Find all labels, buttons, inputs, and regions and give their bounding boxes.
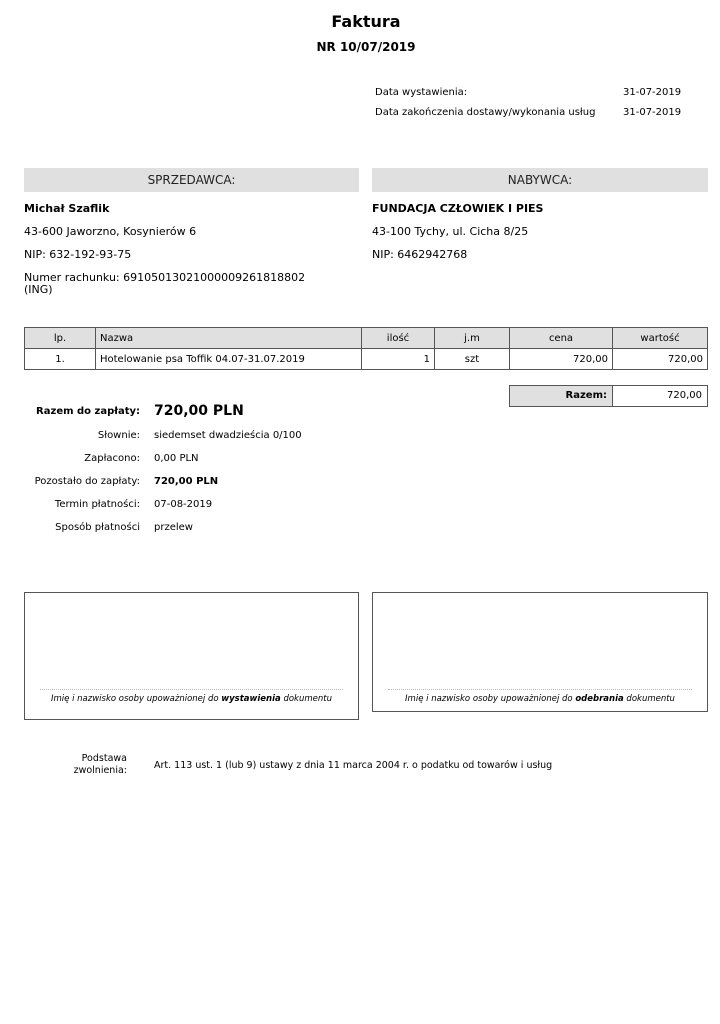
items-table-header-row — [25, 328, 708, 349]
items-table — [24, 327, 708, 370]
seller-header: SPRZEDAWCA: — [24, 168, 359, 192]
receiver-signature-line — [388, 689, 692, 690]
cell-qty: 1 — [362, 349, 435, 370]
cell-value: 720,00 — [613, 349, 708, 370]
total-label: Razem: — [510, 386, 613, 406]
cell-name: Hotelowanie psa Toffik 04.07-31.07.2019 — [96, 349, 362, 370]
invoice-title: Faktura — [331, 12, 401, 31]
due-date-value: 07-08-2019 — [154, 499, 213, 510]
to-pay-label: Razem do zapłaty: — [36, 406, 140, 417]
exemption-label: Podstawa zwolnienia: — [73, 753, 127, 776]
words-value: siedemset dwadzieścia 0/100 — [154, 430, 302, 441]
seller-nip: NIP: 632-192-93-75 — [24, 248, 132, 261]
issuer-signature-box — [24, 592, 359, 720]
buyer-name: FUNDACJA CZŁOWIEK I PIES — [372, 202, 544, 215]
column-header-qty: ilość — [362, 328, 435, 349]
issuer-signature-caption: Imię i nazwisko osoby upoważnionej do wystawienia dokumentu — [51, 694, 332, 704]
remaining-value: 720,00 PLN — [154, 476, 219, 487]
delivery-date-label: Data zakończenia dostawy/wykonania usług — [375, 107, 596, 118]
seller-name: Michał Szaflik — [24, 202, 110, 215]
receiver-signature-box — [372, 592, 708, 712]
payment-method-label: Sposób płatności — [55, 522, 140, 533]
table-row — [25, 349, 708, 370]
issuer-signature-line — [40, 689, 343, 690]
delivery-date-row — [375, 107, 695, 127]
payment-method-value: przelew — [154, 522, 193, 533]
paid-label: Zapłacono: — [84, 453, 140, 464]
buyer-nip: NIP: 6462942768 — [372, 248, 468, 261]
seller-address: 43-600 Jaworzno, Kosynierów 6 — [24, 225, 197, 238]
column-header-lp: lp. — [25, 328, 96, 349]
invoice-number: NR 10/07/2019 — [316, 40, 416, 54]
dates-block — [375, 87, 695, 127]
words-label: Słownie: — [97, 430, 140, 441]
column-header-price: cena — [510, 328, 613, 349]
total-box — [509, 385, 708, 407]
paid-value: 0,00 PLN — [154, 453, 199, 464]
remaining-label: Pozostało do zapłaty: — [34, 476, 140, 487]
delivery-date-value: 31-07-2019 — [623, 107, 682, 118]
column-header-name: Nazwa — [96, 328, 362, 349]
to-pay-value: 720,00 PLN — [154, 403, 244, 419]
issue-date-label: Data wystawienia: — [375, 87, 468, 98]
cell-price: 720,00 — [510, 349, 613, 370]
cell-lp: 1. — [25, 349, 96, 370]
receiver-signature-caption: Imię i nazwisko osoby upoważnionej do odebrania dokumentu — [405, 694, 675, 704]
column-header-unit: j.m — [435, 328, 510, 349]
exemption-text: Art. 113 ust. 1 (lub 9) ustawy z dnia 11 marca 2004 r. o podatku od towarów i usług — [154, 760, 553, 771]
seller-bank: (ING) — [24, 283, 53, 296]
cell-unit: szt — [435, 349, 510, 370]
column-header-value: wartość — [613, 328, 708, 349]
buyer-address: 43-100 Tychy, ul. Cicha 8/25 — [372, 225, 529, 238]
seller-account: Numer rachunku: 69105013021000009261818802 — [24, 271, 306, 284]
total-value: 720,00 — [667, 390, 702, 401]
issue-date-value: 31-07-2019 — [623, 87, 682, 98]
due-date-label: Termin płatności: — [54, 499, 140, 510]
issue-date-row — [375, 87, 695, 107]
buyer-header: NABYWCA: — [372, 168, 708, 192]
